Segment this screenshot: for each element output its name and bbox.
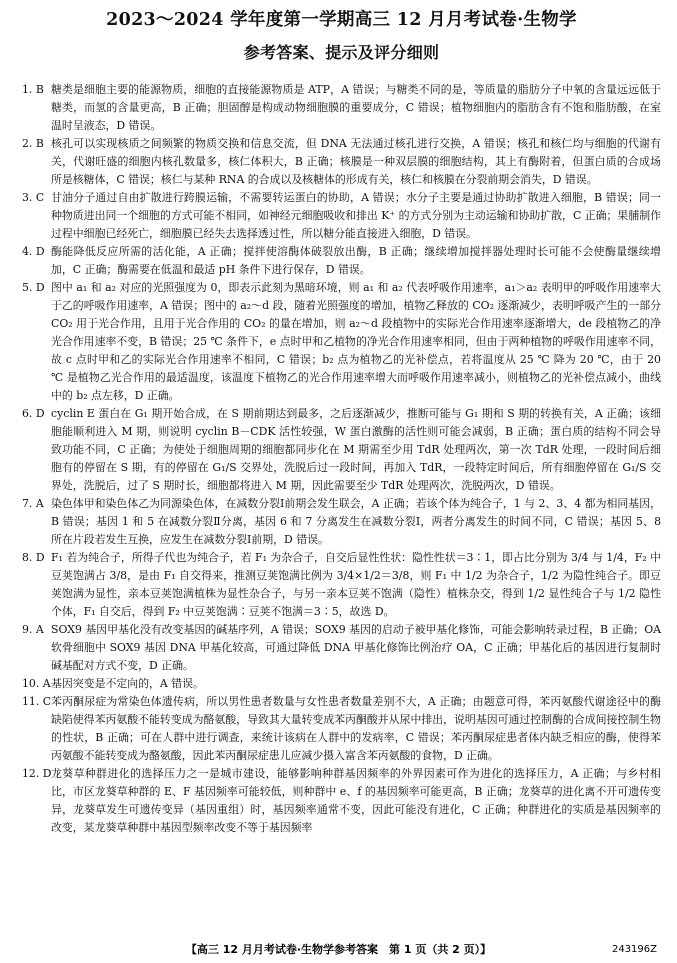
answer-explanation: cyclin E 蛋白在 G₁ 期开始合成，在 S 期前期达到最多，之后逐渐减少，推断可能与 G₁ 期和 S 期的转换有关，A 正确；该细胞能顺利进入 M 期，则说明 cyclin B－CDK 活性较强，W 蛋白激酶的活性则可能会减弱，B 正确；蛋白质的结构不同会导致功能不同，C 正确；为使处于细胞周期的细胞都同步化在 M 期需至少用 TdR 处理两次，第一次 TdR 处理，一段时间后细胞有的停留在 S 期，有的停留在 G₁/S 交界处，洗脱后过一段时间，再加入 TdR，一段特定时间后，所有细胞停留在 G₁/S 交界处，洗脱后，过了 S 期时长，细胞都将进入 M 期，因此需要至少 TdR 处理两次，洗脱两次，D 错误。 [51, 407, 661, 492]
answer-item-8 [22, 549, 661, 621]
answer-number: 1. B [22, 83, 44, 96]
answer-number: 7. A [22, 497, 44, 510]
page-title: 2023～2024 学年度第一学期高三 12 月月考试卷·生物学 [106, 10, 577, 30]
answer-explanation: 图中 a₁ 和 a₂ 对应的光照强度为 0，即表示此刻为黑暗环境，则 a₁ 和 a₂ 代表呼吸作用速率，a₁＞a₂ 表明甲的呼吸作用速率大于乙的呼吸作用速率，A 错误；图中的 a₂～d 段，随着光照强度的增加，植物乙释放的 CO₂ 逐渐减少，表明呼吸产生的一部分 CO₂ 用于光合作用，且用于光合作用的 CO₂ 的量在增加，则 a₂～d 段植物中的实际光合作用速率逐渐增大，de 段植物乙的净光合作用速率不变，B 错误；25 ℃ 条件下，e 点时甲和乙植物的净光合作用速率相同，但由于两种植物的呼吸作用速率不同，故 c 点时甲和乙的实际光合作用速率不相同，C 错误；b₂ 点为植物乙的光补偿点，若将温度从 25 ℃ 降为 20 ℃，由于 20 ℃ 是植物乙光合作用的最适温度，该温度下植物乙的光合作用速率增大而呼吸作用速率减小，则植物乙的光补偿点减小，曲线中的 b₂ 点左移，D 正确。 [51, 281, 661, 402]
page-subtitle: 参考答案、提示及评分细则 [243, 43, 440, 62]
answer-item-7 [22, 495, 661, 549]
page-footer [0, 943, 677, 957]
answer-explanation: 糖类是细胞主要的能源物质，细胞的直接能源物质是 ATP，A 错误；与糖类不同的是，等质量的脂肪分子中氧的含量远远低于糖类，而氢的含量更高，B 正确；胆固醇是构成动物细胞膜的重要成分，C 错误；植物细胞内的脂肪含有不饱和脂肪酸，在室温时呈液态，D 错误。 [51, 83, 661, 132]
answer-explanation: F₁ 若为纯合子，所得子代也为纯合子，若 F₁ 为杂合子，自交后显性性状：隐性性状＝3∶1，即占比分别为 3/4 与 1/4，F₂ 中豆荚饱满占 3/8，是由 F₁ 自交得来，推测豆荚饱满比例为 3/4×1/2＝3/8，则 F₁ 中 1/2 为杂合子，1/2 为隐性纯合子。即豆荚饱满为显性，亲本豆荚饱满植株为显性杂合子，与另一亲本豆荚不饱满（隐性）植株杂交，得到 1/2 显性纯合子与 1/2 隐性个体，F₁ 自交后，得到 F₂ 中豆荚饱满∶豆荚不饱满＝3∶5，故选 D。 [51, 551, 661, 618]
answer-explanation: SOX9 基因甲基化没有改变基因的碱基序列，A 错误；SOX9 基因的启动子被甲基化修饰，可能会影响转录过程，B 正确；OA 软骨细胞中 SOX9 基因 DNA 甲基化较高，可通过降低 DNA 甲基化修饰比例治疗 OA，C 正确；甲基化后的基因进行复制时碱基配对方式不变，D 正确。 [51, 623, 661, 672]
answer-item-1 [22, 81, 661, 135]
footer-code: 243196Z [611, 944, 657, 955]
answer-item-12 [22, 765, 661, 837]
answer-number: 9. A [22, 623, 44, 636]
answer-number: 11. C [22, 695, 52, 708]
answer-explanation: 核孔可以实现核质之间频繁的物质交换和信息交流，但 DNA 无法通过核孔进行交换，A 错误；核孔和核仁均与细胞的代谢有关，代谢旺盛的细胞内核孔数量多，核仁体积大，B 正确；核膜是一种双层膜的细胞结构，其上有酶附着，但蛋白质的合成场所是核糖体，C 错误；核仁与某种 RNA 的合成以及核糖体的形成有关，核仁和核膜在分裂前期会消失，D 错误。 [51, 137, 661, 186]
answer-item-9 [22, 621, 661, 675]
answer-item-4 [22, 243, 661, 279]
answer-list [22, 81, 661, 837]
answer-item-6 [22, 405, 661, 495]
answer-item-5 [22, 279, 661, 405]
answer-number: 5. D [22, 281, 45, 294]
answer-explanation: 基因突变是不定向的，A 错误。 [51, 677, 204, 690]
answer-item-10 [22, 675, 661, 693]
answer-item-2 [22, 135, 661, 189]
answer-explanation: 龙葵草种群进化的选择压力之一是城市建设，能够影响种群基因频率的外界因素可作为进化的选择压力，A 正确；与乡村相比，市区龙葵草种群的 E、F 基因频率可能较低，则种群中 e、f 的基因频率可能更高，B 正确；龙葵草的进化离不开可遗传变异，龙葵草发生可遗传变异（基因重组）时，基因频率通常不变，因此可能没有进化，C 正确；种群进化的实质是基因频率的改变，某龙葵草种群中基因型频率改变不等于基因频率 [51, 767, 661, 834]
answer-explanation: 甘油分子通过自由扩散进行跨膜运输，不需要转运蛋白的协助，A 错误；水分子主要是通过协助扩散进入细胞，B 错误；同一种物质进出同一个细胞的方式可能不相同，如神经元细胞吸收和排出 K⁺ 的方式分别为主动运输和协助扩散，C 正确；果脯制作过程中细胞已经死亡，细胞膜已经失去选择透过性，所以糖分能直接进入细胞，D 错误。 [51, 191, 661, 240]
answer-item-3 [22, 189, 661, 243]
footer-page-info: 【高三 12 月月考试卷·生物学参考答案 第 1 页（共 2 页）】 [185, 943, 492, 956]
answer-number: 10. A [22, 677, 51, 690]
answer-number: 6. D [22, 407, 45, 420]
answer-number: 12. D [22, 767, 52, 780]
answer-number: 8. D [22, 551, 45, 564]
answer-explanation: 酶能降低反应所需的活化能，A 正确；搅拌使溶酶体破裂放出酶，B 正确；继续增加搅拌器处理时长可能不会使酶量继续增加，C 正确；酶需要在低温和最适 pH 条件下进行保存，D 错误。 [51, 245, 661, 276]
answer-explanation: 苯丙酮尿症为常染色体遗传病，所以男性患者数量与女性患者数量差别不大，A 正确；由题意可得，苯丙氨酸代谢途径中的酶缺陷使得苯丙氨酸不能转变成为酪氨酸，导致其大量转变成苯丙酮酸并从尿中排出，说明基因可通过控制酶的合成间接控制生物的性状，B 正确；可在人群中进行调查，来统计该病在人群中的发病率，C 错误；苯丙酮尿症患者体内缺乏相应的酶，使得苯丙氨酸不能转变成为酪氨酸，因此苯丙酮尿症患儿应减少摄入富含苯丙氨酸的食物，D 正确。 [51, 695, 661, 762]
answer-explanation: 染色体甲和染色体乙为同源染色体，在减数分裂Ⅰ前期会发生联会，A 正确；若该个体为纯合子，1 与 2、3、4 都为相同基因，B 错误；基因 1 和 5 在减数分裂Ⅱ分离，基因 6 和 7 分离发生在减数分裂Ⅰ，两者分离发生的时间不同，C 错误；基因 5、8 所在片段若发生互换，应发生在减数分裂Ⅰ前期，D 错误。 [51, 497, 661, 546]
answer-number: 4. D [22, 245, 45, 258]
answer-item-11 [22, 693, 661, 765]
answer-number: 3. C [22, 191, 45, 204]
answer-number: 2. B [22, 137, 44, 150]
